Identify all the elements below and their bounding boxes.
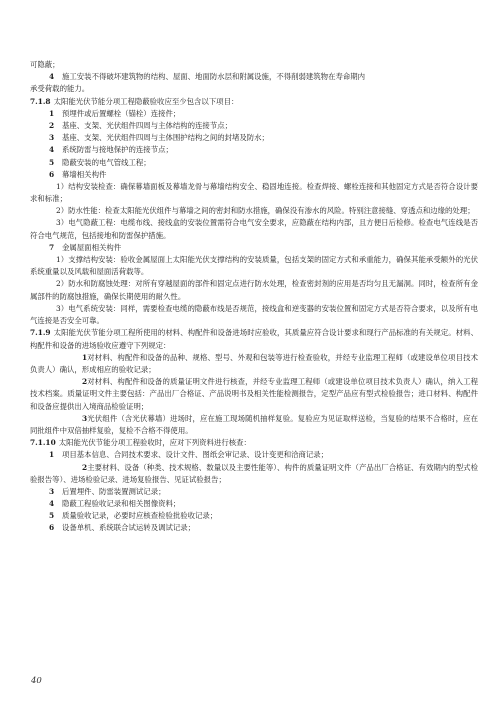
list-item <box>30 108 478 120</box>
item-text: 隐蔽工程验收记录和相关图像资料； <box>62 499 181 509</box>
sub-item-paragraph: 2）防水和防腐蚀处理：对所有穿越屋面的部件和固定点进行防水处理，检查密封剂的应用是否均匀且无漏洞。同时，检查所有金属部件的防腐蚀措施，确保长期使用的耐久性。 <box>30 279 478 301</box>
item-number: 2 <box>49 120 55 130</box>
section-number: 7.1.9 <box>30 328 51 338</box>
list-item <box>30 510 478 522</box>
list-item <box>30 522 478 534</box>
list-item <box>30 157 478 169</box>
section-number: 7.1.8 <box>30 96 51 106</box>
item-text: 基座、支架、光伏组件四周与主体结构的连接节点； <box>62 120 232 130</box>
list-item <box>30 144 478 156</box>
item-text: 质量验收记录，必要时应核查检验批验收记录； <box>62 511 218 521</box>
item-number: 1 <box>82 352 88 362</box>
item-number: 2 <box>82 462 88 472</box>
item-text: 隐蔽安装的电气管线工程； <box>62 157 151 167</box>
item-text: 基座、支架、光伏组件四周与主体围护结构之间的封堵及防水； <box>62 133 269 143</box>
item-number: 6 <box>49 169 55 179</box>
section-text: 太阳能光伏节能分项工程隐蔽验收应至少包含以下项目： <box>53 96 239 106</box>
list-item <box>30 498 478 510</box>
text-line: 承受荷载的能力。 <box>30 84 90 94</box>
section-number: 7.1.10 <box>30 438 56 448</box>
section-heading <box>30 437 478 449</box>
sub-item-paragraph: 3）电气系统安装：同样，需要检查电缆的隐蔽布线是否规范，接线盒和逆变器的安装位置和固定方式是否符合要求，以及所有电气连接是否安全可靠。 <box>30 303 478 326</box>
item-number: 4 <box>49 72 55 82</box>
sub-item-paragraph: 1）结构安装检查：确保幕墙面板及幕墙龙骨与幕墙结构安全、稳固地连接。检查焊接、螺栓连接和其他固定方式是否符合设计要求和标准； <box>30 181 478 204</box>
item-text: 主要材料、设备（种类、技术规格、数量以及主要性能等）、构件的质量证明文件（产品出厂合格证、有效期内的型式检验报告等）、进场检验记录、进场复验报告、见证试验报告； <box>30 462 478 484</box>
sub-item-paragraph: 2）防水性能：检查太阳能光伏组件与幕墙之间的密封和防水措施，确保没有渗水的风险。特别注意接缝、穿透点和边缘的处理； <box>56 206 475 216</box>
numbered-paragraph <box>30 352 478 376</box>
item-number: 1 <box>49 450 55 460</box>
item-number: 1 <box>49 108 55 118</box>
item-text: 设备单机、系统联合试运转及调试记录； <box>62 523 196 533</box>
item-text: 幕墙相关构件 <box>62 169 107 179</box>
item-number: 4 <box>49 145 55 155</box>
sub-item-paragraph: 1）支撑结构安装：验收金属屋面上太阳能光伏支撑结构的安装质量，包括支架的固定方式和承重能力，确保其能承受额外的光伏系统重量以及风载和屋面活荷载等。 <box>30 255 478 277</box>
text-line: 可隐蔽； <box>30 60 60 69</box>
item-number: 7 <box>49 242 55 252</box>
section-paragraph <box>30 327 478 351</box>
list-item <box>30 120 478 132</box>
section-heading <box>30 96 478 108</box>
item-text: 对材料、构配件和设备的品种、规格、型号、外观和包装等进行检查验收，并经专业监理工程师（或建设单位项目技术负责人）确认，形成相应的验收记录； <box>30 352 478 374</box>
list-item <box>30 169 478 181</box>
list-item <box>30 449 478 461</box>
page-body <box>30 59 478 535</box>
list-item <box>30 242 478 254</box>
item-number: 4 <box>49 499 55 509</box>
item-number: 3 <box>82 413 88 423</box>
numbered-paragraph <box>30 462 478 486</box>
section-text: 太阳能光伏节能分项工程验收时，应对下列资料进行核查： <box>58 438 251 448</box>
list-item <box>30 71 478 83</box>
item-number: 2 <box>82 377 88 387</box>
item-number: 3 <box>49 486 55 496</box>
numbered-paragraph <box>30 376 478 413</box>
item-text: 系统防雷与接地保护的连接节点； <box>62 145 173 155</box>
item-text: 施工安装不得破坏建筑物的结构、屋面、地面防水层和附属设施，不得削弱建筑物在寿命期内 <box>62 72 366 82</box>
page-number: 40 <box>31 676 42 686</box>
numbered-paragraph <box>30 413 478 437</box>
sub-item-paragraph: 3）电气隐蔽工程：电缆布线、接线盒的安装位置需符合电气安全要求，应隐蔽在结构内部，且方便日后检修。检查电气连线是否符合电气规范，包括接地和防雷保护措施。 <box>30 218 478 240</box>
item-number: 3 <box>49 133 55 143</box>
item-number: 5 <box>49 157 55 167</box>
item-number: 5 <box>49 511 55 521</box>
list-item <box>30 132 478 144</box>
item-number: 6 <box>49 523 55 533</box>
item-text: 对材料、构配件和设备的质量证明文件进行核查，并经专业监理工程师（或建设单位项目技术负责人）确认，纳入工程技术档案。质量证明文件主要包括：产品出厂合格证、产品说明书及相关性能检测报告，定型产品应有型式检验报告；进口材料、构配件和设备应提供出入境商品检验证明； <box>30 377 478 411</box>
item-text: 光伏组件（含光伏幕墙）进场时，应在施工现场随机抽样复验。复验应为见证取样送检，当复验的结果不合格时，应在同批组件中双倍抽样复验，复检不合格不得使用。 <box>30 413 478 435</box>
item-text: 项目基本信息、合同技术要求、设计文件、图纸会审记录、设计变更和洽商记录； <box>62 450 329 460</box>
list-item <box>30 486 478 498</box>
item-text: 预埋件或后置螺栓（锚栓）连接件； <box>62 108 181 118</box>
item-text: 后置埋件、防雷装置测试记录； <box>62 486 166 496</box>
item-text: 金属屋面相关构件 <box>62 242 122 252</box>
section-text: 太阳能光伏节能分项工程所使用的材料、构配件和设备进场时应验收，其质量应符合设计要求和现行产品标准的有关规定。材料、构配件和设备的进场验收应遵守下列规定： <box>30 328 478 350</box>
